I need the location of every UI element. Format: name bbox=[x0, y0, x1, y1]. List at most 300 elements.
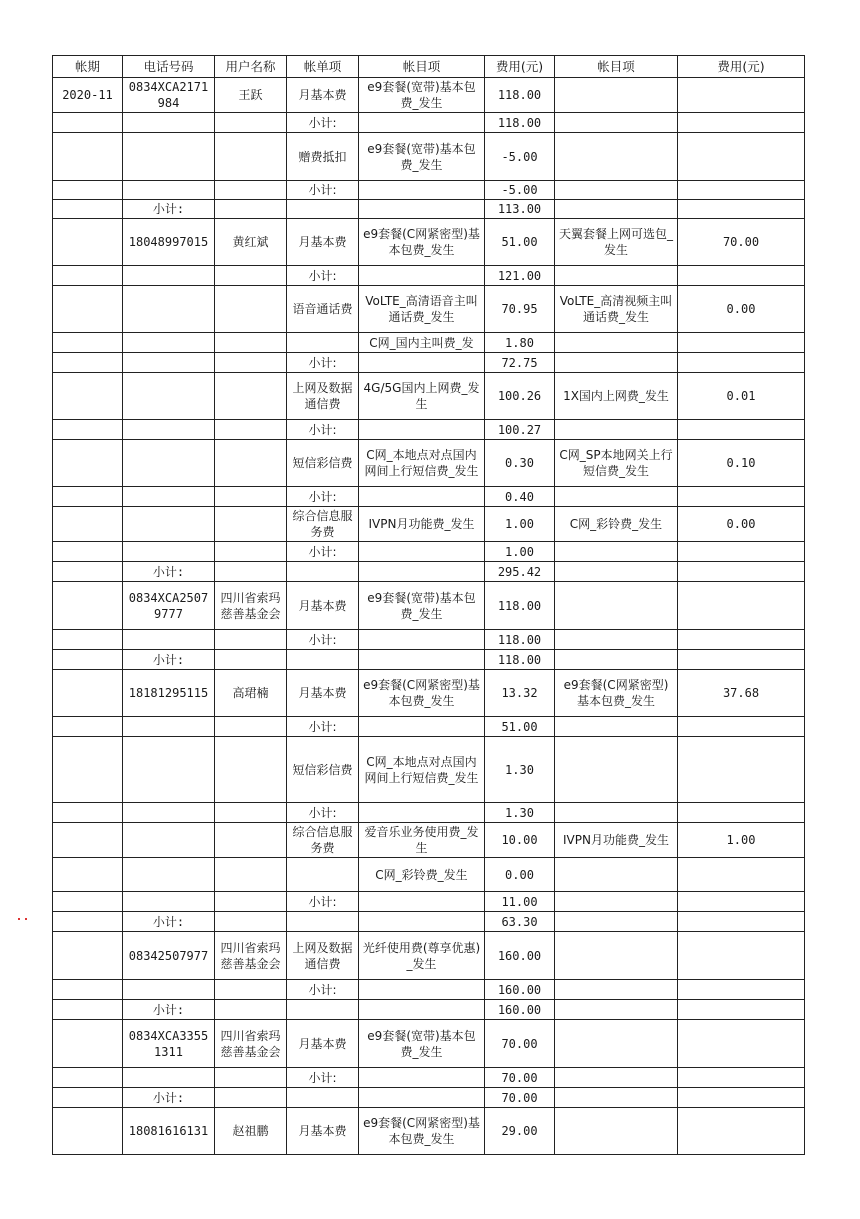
table-row bbox=[53, 286, 805, 333]
cell-bill-item: 语音通话费 bbox=[287, 286, 359, 333]
cell-account-item: C网_国内主叫费_发 bbox=[359, 333, 485, 353]
cell-fee: 13.32 bbox=[485, 670, 555, 717]
cell-fee: 63.30 bbox=[485, 912, 555, 932]
cell-bill-item bbox=[287, 912, 359, 932]
cell-user-name bbox=[215, 823, 287, 858]
cell-account-item-2: IVPN月功能费_发生 bbox=[555, 823, 678, 858]
cell-bill-item: 小计: bbox=[287, 487, 359, 507]
header-account-item-2: 帐目项 bbox=[555, 56, 678, 78]
cell-fee: 70.00 bbox=[485, 1020, 555, 1068]
cell-fee-2: 0.10 bbox=[678, 440, 805, 487]
cell-account-item-2 bbox=[555, 181, 678, 200]
cell-user-name: 高珺楠 bbox=[215, 670, 287, 717]
cell-fee-2 bbox=[678, 420, 805, 440]
cell-phone-number bbox=[123, 858, 215, 892]
cell-fee-2: 37.68 bbox=[678, 670, 805, 717]
cell-account-item bbox=[359, 181, 485, 200]
cell-phone-number: 小计: bbox=[123, 562, 215, 582]
cell-billing-period bbox=[53, 980, 123, 1000]
cell-billing-period bbox=[53, 353, 123, 373]
cell-bill-item: 月基本费 bbox=[287, 670, 359, 717]
cell-user-name bbox=[215, 858, 287, 892]
cell-account-item: IVPN月功能费_发生 bbox=[359, 507, 485, 542]
table-row bbox=[53, 333, 805, 353]
table-row bbox=[53, 200, 805, 219]
cell-fee: 1.80 bbox=[485, 333, 555, 353]
cell-fee-2: 1.00 bbox=[678, 823, 805, 858]
table-row bbox=[53, 440, 805, 487]
cell-billing-period bbox=[53, 1068, 123, 1088]
cell-billing-period bbox=[53, 133, 123, 181]
cell-bill-item: 小计: bbox=[287, 542, 359, 562]
cell-user-name bbox=[215, 420, 287, 440]
cell-bill-item: 小计: bbox=[287, 181, 359, 200]
cell-user-name bbox=[215, 113, 287, 133]
cell-fee: 51.00 bbox=[485, 219, 555, 266]
cell-phone-number: 小计: bbox=[123, 1000, 215, 1020]
cell-user-name bbox=[215, 507, 287, 542]
cell-phone-number bbox=[123, 803, 215, 823]
cell-phone-number: 0834XCA25079777 bbox=[123, 582, 215, 630]
cell-bill-item: 月基本费 bbox=[287, 1108, 359, 1155]
table-row bbox=[53, 181, 805, 200]
cell-account-item: e9套餐(C网紧密型)基本包费_发生 bbox=[359, 219, 485, 266]
cell-account-item: C网_本地点对点国内网间上行短信费_发生 bbox=[359, 737, 485, 803]
cell-billing-period bbox=[53, 892, 123, 912]
cell-fee: 0.00 bbox=[485, 858, 555, 892]
cell-fee-2 bbox=[678, 1068, 805, 1088]
cell-phone-number bbox=[123, 181, 215, 200]
cell-phone-number bbox=[123, 333, 215, 353]
cell-phone-number bbox=[123, 892, 215, 912]
cell-phone-number: 小计: bbox=[123, 1088, 215, 1108]
cell-user-name bbox=[215, 133, 287, 181]
cell-user-name bbox=[215, 717, 287, 737]
cell-billing-period bbox=[53, 1020, 123, 1068]
cell-phone-number: 18081616131 bbox=[123, 1108, 215, 1155]
cell-billing-period bbox=[53, 562, 123, 582]
cell-fee-2: 70.00 bbox=[678, 219, 805, 266]
cell-user-name bbox=[215, 912, 287, 932]
cell-fee-2 bbox=[678, 1108, 805, 1155]
cell-billing-period bbox=[53, 420, 123, 440]
cell-bill-item bbox=[287, 562, 359, 582]
cell-fee-2 bbox=[678, 1088, 805, 1108]
cell-fee: 51.00 bbox=[485, 717, 555, 737]
cell-phone-number bbox=[123, 440, 215, 487]
cell-account-item-2 bbox=[555, 113, 678, 133]
cell-billing-period bbox=[53, 487, 123, 507]
cell-fee-2 bbox=[678, 803, 805, 823]
cell-user-name bbox=[215, 1068, 287, 1088]
cell-account-item-2 bbox=[555, 78, 678, 113]
cell-user-name: 赵祖鹏 bbox=[215, 1108, 287, 1155]
cell-account-item-2 bbox=[555, 717, 678, 737]
cell-account-item bbox=[359, 542, 485, 562]
table-row bbox=[53, 113, 805, 133]
cell-fee-2 bbox=[678, 737, 805, 803]
cell-fee-2: 0.00 bbox=[678, 286, 805, 333]
table-row bbox=[53, 78, 805, 113]
cell-billing-period bbox=[53, 200, 123, 219]
cell-bill-item bbox=[287, 650, 359, 670]
cell-phone-number bbox=[123, 487, 215, 507]
cell-billing-period bbox=[53, 1108, 123, 1155]
cell-phone-number bbox=[123, 373, 215, 420]
cell-billing-period bbox=[53, 266, 123, 286]
cell-fee: 295.42 bbox=[485, 562, 555, 582]
cell-user-name bbox=[215, 737, 287, 803]
cell-bill-item bbox=[287, 200, 359, 219]
table-row bbox=[53, 912, 805, 932]
cell-fee-2 bbox=[678, 542, 805, 562]
table-row bbox=[53, 1020, 805, 1068]
cell-fee: 100.27 bbox=[485, 420, 555, 440]
cell-account-item: e9套餐(宽带)基本包费_发生 bbox=[359, 1020, 485, 1068]
cell-billing-period bbox=[53, 542, 123, 562]
cell-phone-number bbox=[123, 542, 215, 562]
cell-fee: 0.40 bbox=[485, 487, 555, 507]
cell-billing-period bbox=[53, 717, 123, 737]
cell-phone-number: 小计: bbox=[123, 650, 215, 670]
cell-fee-2 bbox=[678, 932, 805, 980]
cell-account-item-2 bbox=[555, 892, 678, 912]
cell-user-name: 四川省索玛慈善基金会 bbox=[215, 582, 287, 630]
cell-fee-2 bbox=[678, 858, 805, 892]
cell-fee-2 bbox=[678, 353, 805, 373]
cell-account-item bbox=[359, 562, 485, 582]
cell-fee: 70.00 bbox=[485, 1068, 555, 1088]
cell-fee: 118.00 bbox=[485, 113, 555, 133]
cell-billing-period bbox=[53, 912, 123, 932]
cell-account-item bbox=[359, 980, 485, 1000]
cell-account-item bbox=[359, 803, 485, 823]
cell-billing-period bbox=[53, 582, 123, 630]
cell-fee: 160.00 bbox=[485, 932, 555, 980]
cell-billing-period bbox=[53, 219, 123, 266]
cell-user-name bbox=[215, 373, 287, 420]
cell-account-item-2: VoLTE_高清视频主叫通话费_发生 bbox=[555, 286, 678, 333]
cell-user-name bbox=[215, 892, 287, 912]
cell-fee-2: 0.00 bbox=[678, 507, 805, 542]
cell-account-item-2 bbox=[555, 582, 678, 630]
cell-phone-number bbox=[123, 113, 215, 133]
cell-fee: 70.95 bbox=[485, 286, 555, 333]
cell-account-item-2 bbox=[555, 1068, 678, 1088]
cell-user-name: 黄红斌 bbox=[215, 219, 287, 266]
cell-account-item bbox=[359, 420, 485, 440]
table-row bbox=[53, 133, 805, 181]
cell-fee: 1.00 bbox=[485, 542, 555, 562]
cell-phone-number: 18181295115 bbox=[123, 670, 215, 717]
table-row bbox=[53, 1088, 805, 1108]
cell-bill-item bbox=[287, 1000, 359, 1020]
cell-account-item-2 bbox=[555, 1000, 678, 1020]
cell-fee: -5.00 bbox=[485, 133, 555, 181]
cell-bill-item bbox=[287, 1088, 359, 1108]
cell-account-item-2 bbox=[555, 932, 678, 980]
table-row bbox=[53, 630, 805, 650]
header-phone-number: 电话号码 bbox=[123, 56, 215, 78]
cell-fee: 160.00 bbox=[485, 980, 555, 1000]
cell-account-item-2: 天翼套餐上网可选包_发生 bbox=[555, 219, 678, 266]
cell-bill-item: 短信彩信费 bbox=[287, 737, 359, 803]
cell-bill-item: 小计: bbox=[287, 353, 359, 373]
cell-fee-2 bbox=[678, 650, 805, 670]
table-row bbox=[53, 717, 805, 737]
cell-fee-2 bbox=[678, 113, 805, 133]
cell-user-name bbox=[215, 630, 287, 650]
cell-user-name bbox=[215, 487, 287, 507]
cell-bill-item: 小计: bbox=[287, 630, 359, 650]
cell-bill-item: 上网及数据通信费 bbox=[287, 373, 359, 420]
bill-detail-table bbox=[52, 55, 805, 1155]
cell-user-name bbox=[215, 286, 287, 333]
cell-account-item bbox=[359, 912, 485, 932]
cell-bill-item: 上网及数据通信费 bbox=[287, 932, 359, 980]
cell-user-name: 四川省索玛慈善基金会 bbox=[215, 1020, 287, 1068]
table-row bbox=[53, 1108, 805, 1155]
cell-billing-period bbox=[53, 803, 123, 823]
cell-account-item bbox=[359, 630, 485, 650]
cell-fee-2 bbox=[678, 181, 805, 200]
cell-account-item-2: C网_彩铃费_发生 bbox=[555, 507, 678, 542]
cell-phone-number bbox=[123, 420, 215, 440]
cell-user-name: 王跃 bbox=[215, 78, 287, 113]
table-row bbox=[53, 582, 805, 630]
cell-account-item-2 bbox=[555, 650, 678, 670]
cell-account-item bbox=[359, 1088, 485, 1108]
cell-phone-number: 18048997015 bbox=[123, 219, 215, 266]
cell-bill-item: 小计: bbox=[287, 717, 359, 737]
cell-fee-2 bbox=[678, 630, 805, 650]
cell-phone-number bbox=[123, 1068, 215, 1088]
cell-account-item-2 bbox=[555, 803, 678, 823]
cell-fee-2 bbox=[678, 562, 805, 582]
header-fee-2: 费用(元) bbox=[678, 56, 805, 78]
cell-account-item-2 bbox=[555, 562, 678, 582]
cell-phone-number bbox=[123, 507, 215, 542]
cell-fee: 11.00 bbox=[485, 892, 555, 912]
cell-phone-number: 08342507977 bbox=[123, 932, 215, 980]
cell-fee: 113.00 bbox=[485, 200, 555, 219]
cell-fee-2 bbox=[678, 912, 805, 932]
cell-billing-period bbox=[53, 440, 123, 487]
table-row bbox=[53, 542, 805, 562]
cell-fee-2 bbox=[678, 1000, 805, 1020]
cell-phone-number bbox=[123, 737, 215, 803]
cell-fee-2 bbox=[678, 980, 805, 1000]
cell-account-item-2 bbox=[555, 858, 678, 892]
cell-account-item: C网_本地点对点国内网间上行短信费_发生 bbox=[359, 440, 485, 487]
cell-billing-period: 2020-11 bbox=[53, 78, 123, 113]
cell-account-item: e9套餐(宽带)基本包费_发生 bbox=[359, 78, 485, 113]
cell-billing-period bbox=[53, 333, 123, 353]
cell-billing-period bbox=[53, 823, 123, 858]
cell-fee-2 bbox=[678, 1020, 805, 1068]
table-row bbox=[53, 980, 805, 1000]
header-bill-item: 帐单项 bbox=[287, 56, 359, 78]
cell-fee: 72.75 bbox=[485, 353, 555, 373]
header-user-name: 用户名称 bbox=[215, 56, 287, 78]
cell-bill-item bbox=[287, 333, 359, 353]
cell-fee: 118.00 bbox=[485, 650, 555, 670]
cell-fee: 100.26 bbox=[485, 373, 555, 420]
cell-billing-period bbox=[53, 507, 123, 542]
cell-user-name bbox=[215, 266, 287, 286]
cell-fee: 118.00 bbox=[485, 582, 555, 630]
cell-account-item bbox=[359, 353, 485, 373]
table-row bbox=[53, 373, 805, 420]
cell-account-item-2 bbox=[555, 912, 678, 932]
cell-account-item-2 bbox=[555, 133, 678, 181]
cell-fee: 70.00 bbox=[485, 1088, 555, 1108]
cell-fee: 1.00 bbox=[485, 507, 555, 542]
cell-bill-item: 月基本费 bbox=[287, 582, 359, 630]
table-row bbox=[53, 858, 805, 892]
cell-account-item: C网_彩铃费_发生 bbox=[359, 858, 485, 892]
cell-account-item: e9套餐(C网紧密型)基本包费_发生 bbox=[359, 1108, 485, 1155]
cell-phone-number: 小计: bbox=[123, 912, 215, 932]
cell-fee-2 bbox=[678, 78, 805, 113]
cell-account-item-2 bbox=[555, 980, 678, 1000]
cell-account-item-2 bbox=[555, 737, 678, 803]
cell-billing-period bbox=[53, 932, 123, 980]
cell-fee-2: 0.01 bbox=[678, 373, 805, 420]
cell-account-item-2 bbox=[555, 266, 678, 286]
cell-bill-item: 小计: bbox=[287, 980, 359, 1000]
cell-user-name bbox=[215, 980, 287, 1000]
cell-fee-2 bbox=[678, 133, 805, 181]
cell-user-name bbox=[215, 440, 287, 487]
cell-phone-number: 小计: bbox=[123, 200, 215, 219]
cell-phone-number bbox=[123, 630, 215, 650]
cell-phone-number bbox=[123, 286, 215, 333]
cell-fee: -5.00 bbox=[485, 181, 555, 200]
cell-bill-item: 赠费抵扣 bbox=[287, 133, 359, 181]
cell-bill-item bbox=[287, 858, 359, 892]
cell-user-name bbox=[215, 1000, 287, 1020]
cell-phone-number bbox=[123, 823, 215, 858]
cell-account-item bbox=[359, 1068, 485, 1088]
cell-fee: 118.00 bbox=[485, 630, 555, 650]
cell-account-item-2 bbox=[555, 353, 678, 373]
cell-account-item: 光纤使用费(尊享优惠)_发生 bbox=[359, 932, 485, 980]
table-row bbox=[53, 1068, 805, 1088]
cell-billing-period bbox=[53, 1000, 123, 1020]
table-row bbox=[53, 562, 805, 582]
table-row bbox=[53, 670, 805, 717]
cell-account-item-2: 1X国内上网费_发生 bbox=[555, 373, 678, 420]
table-header-row bbox=[53, 56, 805, 78]
cell-bill-item: 月基本费 bbox=[287, 1020, 359, 1068]
cell-bill-item: 小计: bbox=[287, 892, 359, 912]
cell-account-item: e9套餐(C网紧密型)基本包费_发生 bbox=[359, 670, 485, 717]
stray-red-marks bbox=[18, 905, 32, 908]
cell-account-item: 爱音乐业务使用费_发生 bbox=[359, 823, 485, 858]
cell-billing-period bbox=[53, 181, 123, 200]
cell-fee-2 bbox=[678, 333, 805, 353]
cell-user-name: 四川省索玛慈善基金会 bbox=[215, 932, 287, 980]
cell-phone-number bbox=[123, 717, 215, 737]
cell-billing-period bbox=[53, 650, 123, 670]
cell-fee: 1.30 bbox=[485, 737, 555, 803]
cell-account-item bbox=[359, 892, 485, 912]
cell-fee: 29.00 bbox=[485, 1108, 555, 1155]
cell-phone-number: 0834XCA2171984 bbox=[123, 78, 215, 113]
cell-fee-2 bbox=[678, 717, 805, 737]
cell-account-item-2 bbox=[555, 1108, 678, 1155]
cell-phone-number bbox=[123, 353, 215, 373]
cell-billing-period bbox=[53, 670, 123, 717]
table-row bbox=[53, 219, 805, 266]
table-row bbox=[53, 892, 805, 912]
cell-account-item: 4G/5G国内上网费_发生 bbox=[359, 373, 485, 420]
table-row bbox=[53, 1000, 805, 1020]
cell-account-item-2 bbox=[555, 420, 678, 440]
cell-account-item bbox=[359, 487, 485, 507]
cell-billing-period bbox=[53, 737, 123, 803]
cell-bill-item: 综合信息服务费 bbox=[287, 823, 359, 858]
cell-phone-number bbox=[123, 266, 215, 286]
table-row bbox=[53, 823, 805, 858]
cell-user-name bbox=[215, 562, 287, 582]
cell-account-item bbox=[359, 650, 485, 670]
cell-bill-item: 小计: bbox=[287, 420, 359, 440]
table-row bbox=[53, 737, 805, 803]
cell-account-item-2 bbox=[555, 1088, 678, 1108]
cell-fee: 121.00 bbox=[485, 266, 555, 286]
cell-fee-2 bbox=[678, 487, 805, 507]
cell-user-name bbox=[215, 200, 287, 219]
cell-fee: 118.00 bbox=[485, 78, 555, 113]
cell-user-name bbox=[215, 333, 287, 353]
cell-account-item-2 bbox=[555, 542, 678, 562]
cell-fee-2 bbox=[678, 892, 805, 912]
cell-bill-item: 小计: bbox=[287, 1068, 359, 1088]
cell-billing-period bbox=[53, 1088, 123, 1108]
cell-account-item-2 bbox=[555, 333, 678, 353]
cell-fee-2 bbox=[678, 200, 805, 219]
table-row bbox=[53, 353, 805, 373]
cell-user-name bbox=[215, 353, 287, 373]
header-billing-period: 帐期 bbox=[53, 56, 123, 78]
cell-fee: 0.30 bbox=[485, 440, 555, 487]
cell-user-name bbox=[215, 650, 287, 670]
header-account-item: 帐目项 bbox=[359, 56, 485, 78]
cell-account-item: e9套餐(宽带)基本包费_发生 bbox=[359, 133, 485, 181]
cell-phone-number bbox=[123, 133, 215, 181]
table-row bbox=[53, 487, 805, 507]
header-fee: 费用(元) bbox=[485, 56, 555, 78]
cell-bill-item: 月基本费 bbox=[287, 78, 359, 113]
cell-account-item bbox=[359, 266, 485, 286]
cell-fee: 10.00 bbox=[485, 823, 555, 858]
cell-bill-item: 小计: bbox=[287, 266, 359, 286]
cell-billing-period bbox=[53, 113, 123, 133]
cell-user-name bbox=[215, 803, 287, 823]
cell-billing-period bbox=[53, 373, 123, 420]
cell-account-item-2 bbox=[555, 1020, 678, 1068]
cell-bill-item: 短信彩信费 bbox=[287, 440, 359, 487]
cell-account-item bbox=[359, 1000, 485, 1020]
table-row bbox=[53, 650, 805, 670]
cell-billing-period bbox=[53, 858, 123, 892]
table-row bbox=[53, 507, 805, 542]
cell-fee-2 bbox=[678, 266, 805, 286]
cell-account-item-2 bbox=[555, 487, 678, 507]
cell-bill-item: 小计: bbox=[287, 803, 359, 823]
